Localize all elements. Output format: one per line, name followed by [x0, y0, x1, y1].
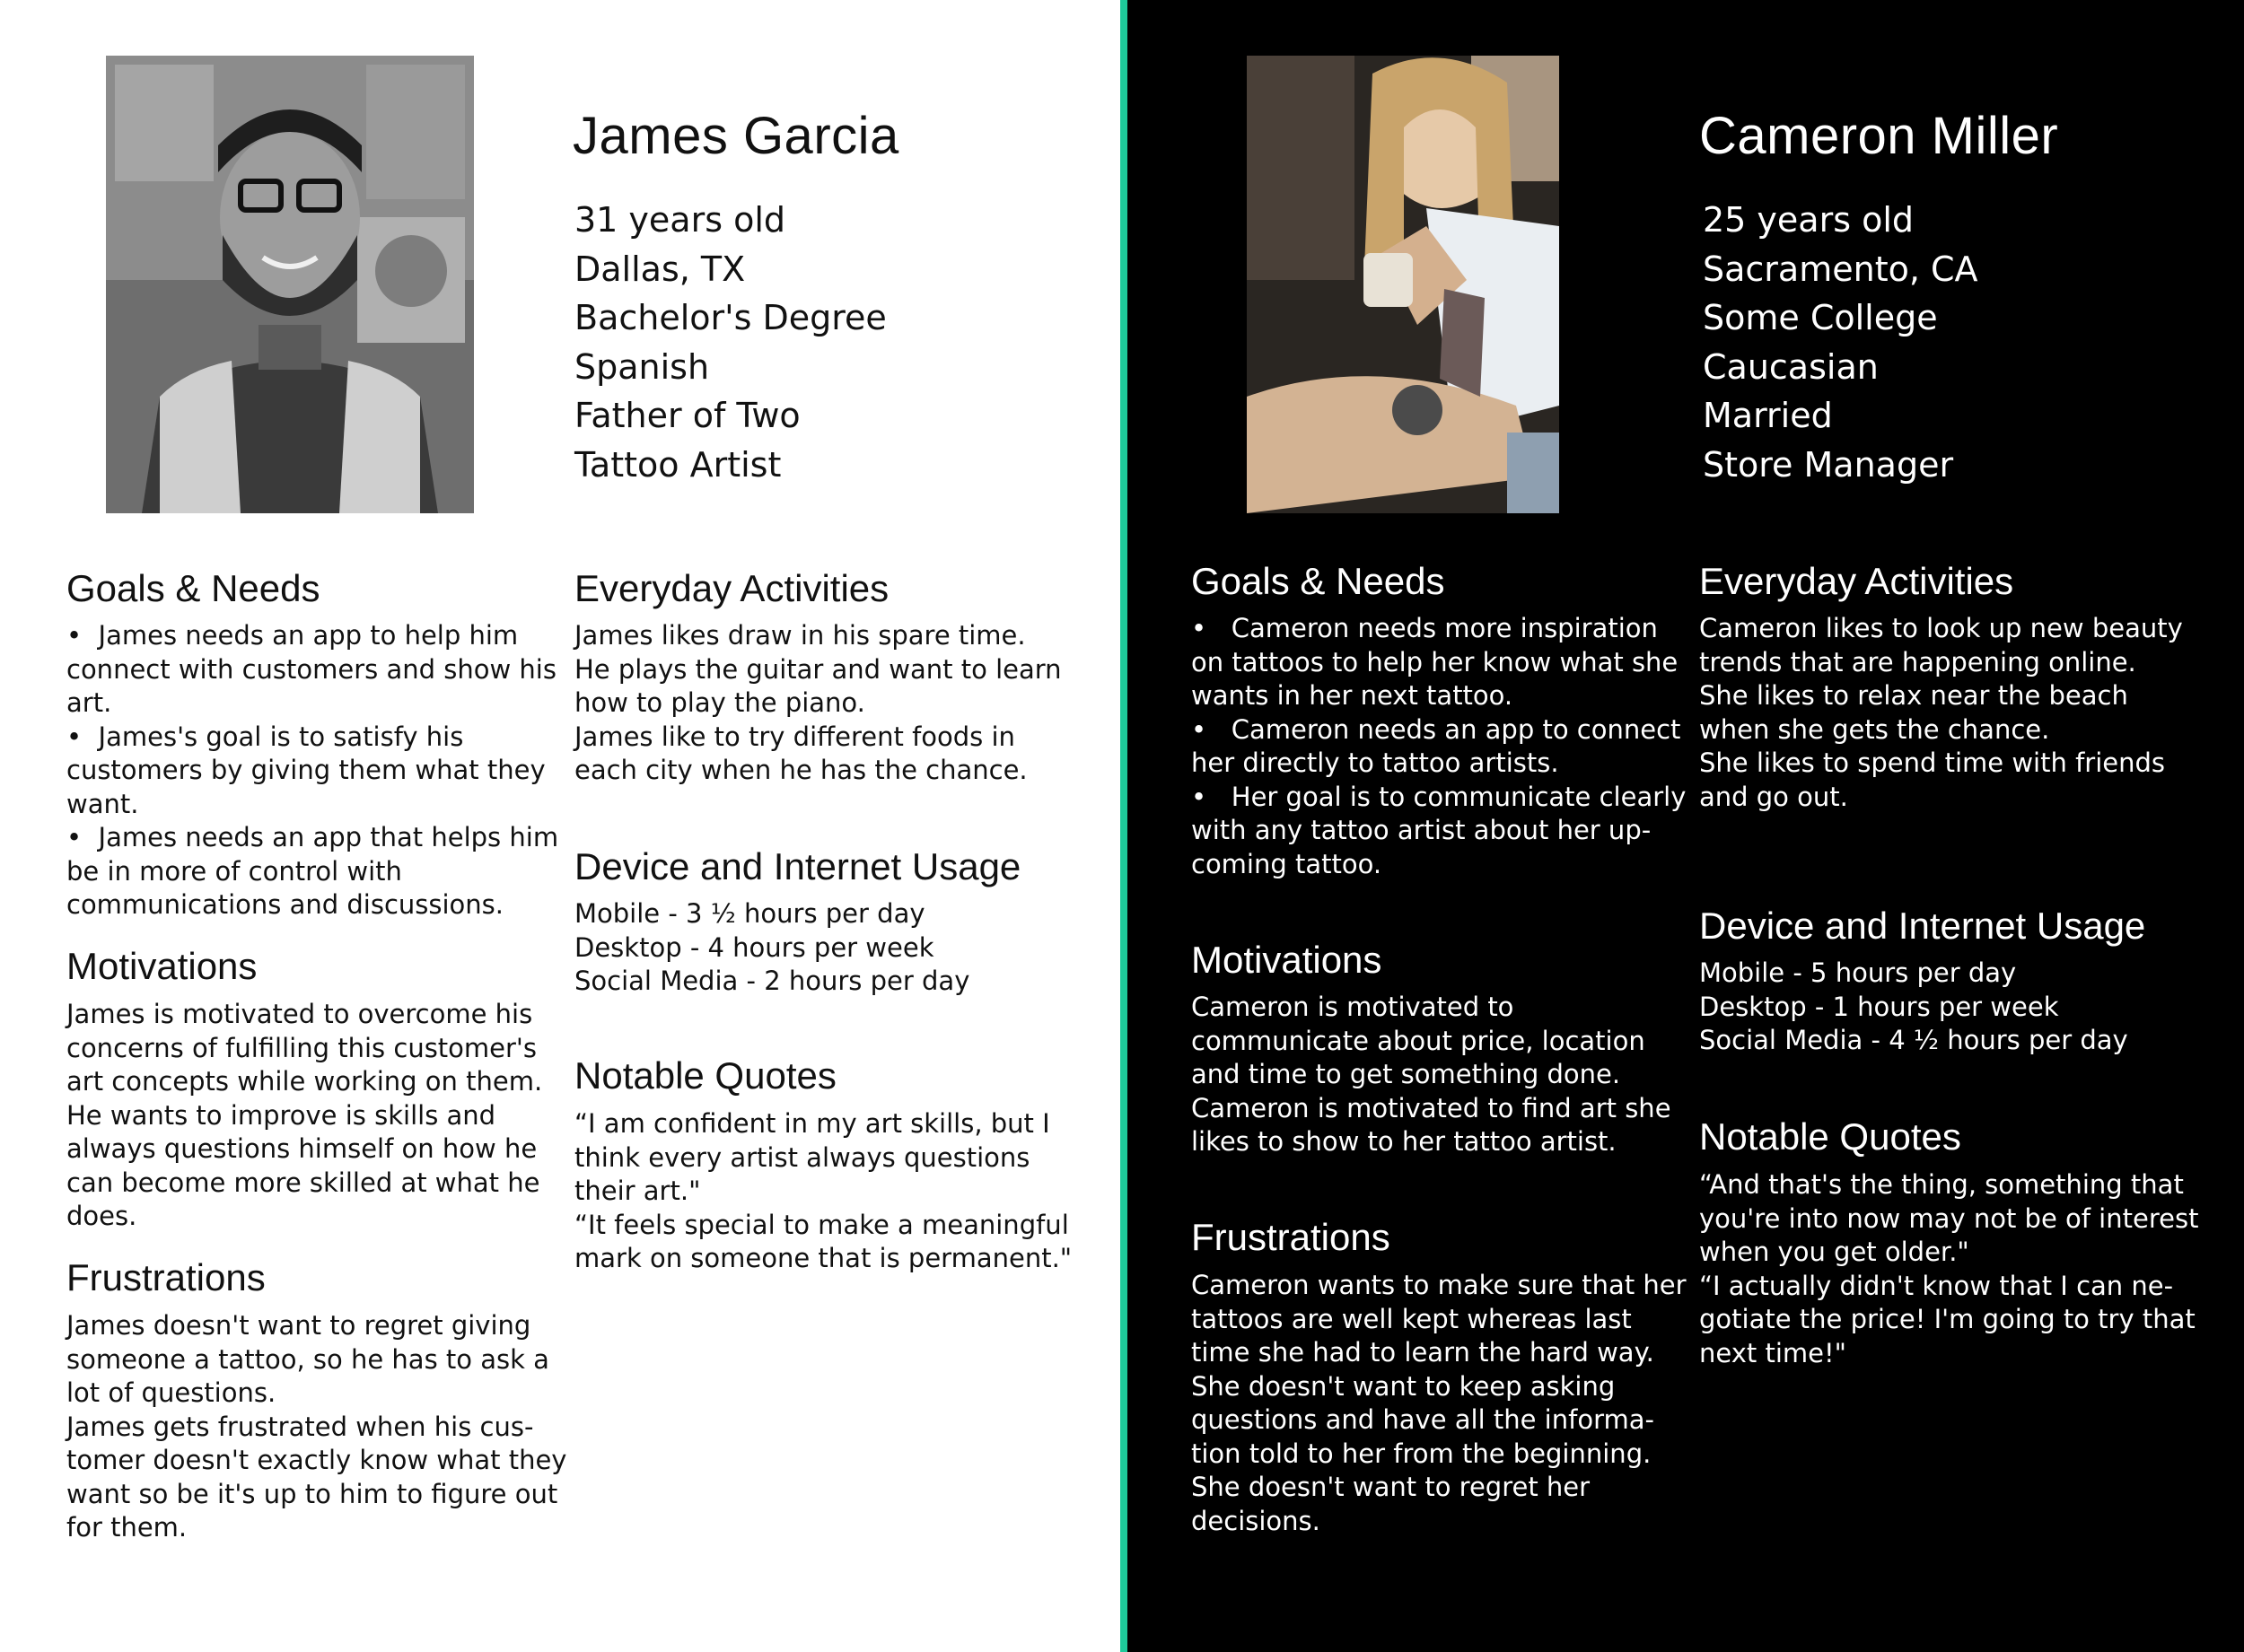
demographic-ethnicity: Spanish — [574, 346, 710, 387]
text-line: their art." — [574, 1176, 701, 1206]
text-line: “It feels special to make a meaningful — [574, 1209, 1069, 1240]
text-line: when she gets the chance. — [1699, 713, 2050, 745]
text-line: • James needs an app that helps him — [66, 822, 559, 852]
text-line: someone a tattoo, so he has to ask a — [66, 1343, 549, 1375]
text-line: each city when he has the chance. — [574, 755, 1028, 785]
text-line: decisions. — [1191, 1505, 1320, 1536]
goals-text — [66, 619, 558, 922]
text-line: her directly to tattoo artists. — [1191, 747, 1559, 778]
text-line: He wants to improve is skills and — [66, 1099, 496, 1131]
frustrations-text — [1191, 1269, 1687, 1538]
text-line: He plays the guitar and want to learn — [574, 653, 1062, 685]
text-line: on tattoos to help her know what she — [1191, 646, 1679, 677]
text-line: • Her goal is to communicate clearly — [1191, 781, 1687, 812]
text-line: James like to try different foods in — [574, 721, 1015, 752]
demographic-family: Father of Two — [574, 396, 801, 435]
text-line: be in more of control with — [66, 855, 402, 887]
text-line: tion told to her from the beginning. — [1191, 1438, 1652, 1469]
activities-heading: Everyday Activities — [574, 567, 890, 609]
text-line: when you get older." — [1699, 1237, 1969, 1267]
motivations-heading: Motivations — [1191, 939, 1382, 981]
text-line: “I actually didn't know that I can ne- — [1699, 1270, 2174, 1301]
text-line: She likes to relax near the beach — [1699, 680, 2128, 711]
quotes-text — [1699, 1168, 2198, 1370]
text-line: coming tattoo. — [1191, 848, 1382, 879]
text-line: tomer doesn't exactly know what they — [66, 1445, 567, 1475]
goals-heading: Goals & Needs — [66, 567, 320, 609]
text-line: She doesn't want to regret her — [1191, 1472, 1591, 1502]
frustrations-heading: Frustrations — [66, 1256, 266, 1298]
device-text — [574, 897, 969, 999]
device-heading: Device and Internet Usage — [574, 845, 1021, 887]
text-line: She doesn't want to keep asking — [1191, 1370, 1616, 1402]
text-line: customers by giving them what they — [66, 755, 546, 785]
demographic-occupation: Tattoo Artist — [574, 444, 782, 485]
motivations-text — [1191, 991, 1671, 1159]
motivations-text — [66, 998, 542, 1234]
text-line: questions and have all the informa- — [1191, 1404, 1654, 1435]
text-line: James gets frustrated when his cus- — [66, 1411, 534, 1442]
text-line: always questions himself on how he — [66, 1133, 538, 1164]
text-line: • Cameron needs an app to connect — [1191, 713, 1681, 745]
demographic-family: Married — [1703, 396, 1833, 435]
text-line: James is motivated to overcome his — [66, 999, 533, 1029]
text-line: you're into now may not be of interest — [1699, 1202, 2199, 1234]
persona-card-cameron — [1127, 0, 2244, 1652]
text-line: how to play the piano. — [574, 687, 865, 718]
frustrations-text — [66, 1309, 566, 1545]
text-line: likes to show to her tattoo artist. — [1191, 1126, 1617, 1157]
text-line: art concepts while working on them. — [66, 1066, 543, 1097]
text-line: Social Media - 4 ½ hours per day — [1699, 1025, 2128, 1055]
text-line: communicate about price, location — [1191, 1025, 1645, 1056]
text-line: can become more skilled at what he — [66, 1167, 540, 1198]
text-line: concerns of fulfilling this customer's — [66, 1032, 538, 1063]
text-line: Mobile - 3 ½ hours per day — [574, 898, 925, 929]
text-line: Cameron is motivated to find art she — [1191, 1092, 1671, 1123]
text-line: tattoos are well kept whereas last — [1191, 1303, 1632, 1334]
text-line: for them. — [66, 1512, 188, 1543]
quotes-text — [574, 1107, 1072, 1276]
text-line: and time to get something done. — [1191, 1059, 1621, 1089]
activities-text — [574, 619, 1062, 788]
text-line: think every artist always questions — [574, 1141, 1030, 1173]
activities-text — [1699, 612, 2183, 814]
activities-heading: Everyday Activities — [1699, 560, 2014, 602]
demographic-age: 31 years old — [574, 200, 786, 240]
text-line: James likes draw in his spare time. — [574, 620, 1026, 651]
frustrations-heading: Frustrations — [1191, 1216, 1390, 1258]
text-line: want. — [66, 788, 139, 819]
demographics-list — [1703, 196, 1978, 489]
persona-name: James Garcia — [573, 107, 899, 165]
text-line: Desktop - 4 hours per week — [574, 931, 934, 963]
text-line: mark on someone that is permanent." — [574, 1243, 1073, 1273]
persona-card-james — [0, 0, 1120, 1652]
text-line: communications and discussions. — [66, 889, 504, 920]
text-line: Mobile - 5 hours per day — [1699, 957, 2017, 988]
text-line: wants in her next tattoo. — [1191, 680, 1513, 711]
motivations-heading: Motivations — [66, 945, 258, 987]
text-line: She likes to spend time with friends — [1699, 747, 2165, 778]
demographic-ethnicity: Caucasian — [1703, 346, 1879, 387]
demographic-location: Dallas, TX — [574, 249, 746, 289]
text-line: and go out. — [1699, 781, 1848, 812]
text-line: does. — [66, 1201, 137, 1231]
goals-text — [1191, 612, 1686, 881]
text-line: with any tattoo artist about her up- — [1191, 815, 1652, 845]
text-line: • Cameron needs more inspiration — [1191, 613, 1658, 643]
text-line: James doesn't want to regret giving — [66, 1310, 531, 1341]
demographic-age: 25 years old — [1703, 200, 1915, 240]
text-line: next time!" — [1699, 1337, 1846, 1368]
demographic-location: Sacramento, CA — [1703, 249, 1978, 289]
text-line: Social Media - 2 hours per day — [574, 966, 970, 996]
quotes-heading: Notable Quotes — [1699, 1115, 1961, 1158]
persona-photo-cameron — [1247, 56, 1559, 513]
text-line: Cameron wants to make sure that her — [1191, 1270, 1687, 1300]
text-line: time she had to learn the hard way. — [1191, 1337, 1654, 1368]
text-line: “I am confident in my art skills, but I — [574, 1108, 1050, 1139]
text-line: • James needs an app to help him — [66, 620, 519, 651]
goals-heading: Goals & Needs — [1191, 560, 1445, 602]
text-line: • James's goal is to satisfy his — [66, 721, 464, 752]
quotes-heading: Notable Quotes — [574, 1054, 837, 1097]
demographic-education: Bachelor's Degree — [574, 298, 887, 337]
panel-divider — [1120, 0, 1127, 1652]
persona-photo-james — [106, 56, 474, 513]
text-line: trends that are happening online. — [1699, 646, 2136, 677]
text-line: lot of questions. — [66, 1377, 276, 1408]
text-line: art. — [66, 687, 112, 718]
text-line: connect with customers and show his — [66, 653, 557, 685]
text-line: Cameron likes to look up new beauty — [1699, 613, 2183, 643]
device-text — [1699, 957, 2128, 1058]
text-line: want so be it's up to him to figure out — [66, 1478, 558, 1509]
text-line: gotiate the price! I'm going to try that — [1699, 1304, 2196, 1334]
text-line: Desktop - 1 hours per week — [1699, 991, 2059, 1022]
demographic-occupation: Store Manager — [1703, 444, 1954, 485]
text-line: Cameron is motivated to — [1191, 992, 1514, 1022]
text-line: “And that's the thing, something that — [1699, 1169, 2184, 1200]
demographic-education: Some College — [1703, 298, 1938, 337]
demographics-list — [574, 196, 887, 489]
persona-name: Cameron Miller — [1699, 107, 2059, 165]
device-heading: Device and Internet Usage — [1699, 905, 2146, 947]
